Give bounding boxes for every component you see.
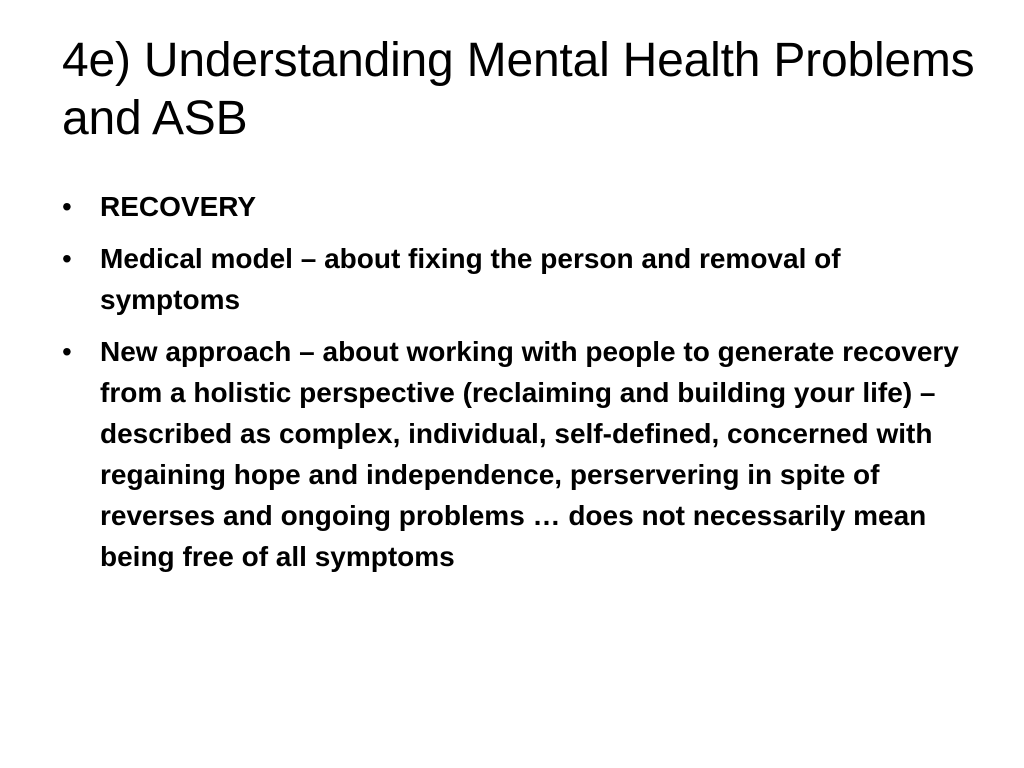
- bullet-item-medical-model: [62, 238, 982, 320]
- bullet-marker: •: [62, 191, 72, 222]
- slide-title: 4e) Understanding Mental Health Problems and ASB: [62, 34, 975, 145]
- bullet-marker: •: [62, 243, 72, 274]
- bullet-text: Medical model – about fixing the person and removal of symptoms: [100, 243, 841, 315]
- bullet-item-recovery: [62, 186, 982, 227]
- bullet-text: New approach – about working with people to generate recovery from a holistic perspective (reclaiming and building your life) – described as complex, individual, self-defined, concerned with regaining hope and independence, perservering in spite of reverses and ongoing problems … does not necessarily mean being free of all symptoms: [100, 336, 959, 572]
- bullet-list: [62, 186, 982, 588]
- bullet-text: RECOVERY: [100, 191, 257, 222]
- bullet-item-new-approach: [62, 331, 982, 577]
- bullet-marker: •: [62, 336, 72, 367]
